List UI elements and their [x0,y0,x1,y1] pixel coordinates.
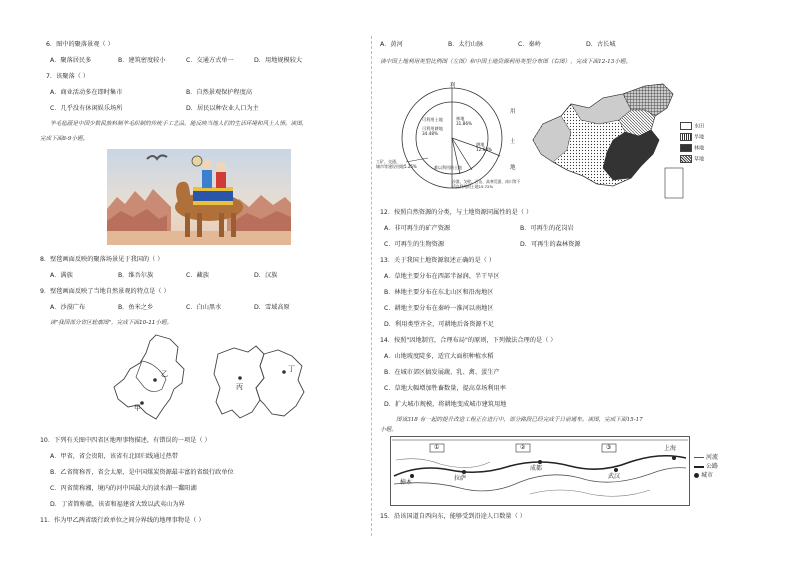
road-line-icon [694,466,704,468]
intro-15-17-line2: 小题。 [380,427,397,433]
land-use-pie-chart [376,80,524,200]
intro-15-17-line1: 图该318 有一起的提升改造工程正在进行中，部分路段已经完成于日前通车。读图，完成下面15-17 [396,417,643,423]
q10-option-a[interactable]: A．甲省，省会贵阳，该省有北回归线通过热带 [50,453,178,460]
q13-option-a[interactable]: A．草地主要分布在西部半湿润、半干旱区 [384,273,500,280]
intro-8-9-line2: 完成下面8-9小题。 [40,136,89,142]
city-chengdu: 成都 [530,465,543,472]
legend-city: 城市 [694,473,718,479]
q6-option-a[interactable]: A．聚落居民多 [50,57,92,64]
pie-label-available: 可利用土地 [422,117,443,122]
legend-grass: 草地 [680,155,704,163]
question-15-stem: 15．沿该国道自西向东，能够受到沿途人口数量（ ） [380,513,526,520]
q14-option-c[interactable]: C．草地大幅增加牲畜数量，提高草场利用率 [384,385,506,392]
city-wuhan: 武汉 [608,473,621,480]
province-outline-map-right [212,344,308,426]
q10-option-c[interactable]: C．丙省简称湘，境内的河中国最大的淡水湖一鄱阳湖 [50,485,197,492]
q8-option-b[interactable]: B．维吾尔族 [118,272,154,279]
map-label-ding: 丁 [288,365,295,373]
question-6-stem: 6．图中的聚落景观（ ） [46,41,114,48]
q12-option-a[interactable]: A．非可再生的矿产资源 [384,225,451,232]
q12-option-c[interactable]: C．可再生的生物资源 [384,241,445,248]
q9-option-a[interactable]: A．沙漠广布 [50,304,86,311]
dry-swatch-icon [680,133,692,141]
q11-option-a[interactable]: A．黄河 [380,41,403,48]
map-label-jia: 甲 [134,404,141,412]
q13-option-d[interactable]: D．利用类型齐全，可耕地后备资源不足 [384,321,494,328]
paddy-swatch-icon [680,122,692,130]
city-zhangmu: 樟木 [400,479,413,486]
intro-10-11: 读"我国部分省区轮廓图"，完成下面10-11小题。 [50,320,173,326]
q14-option-d[interactable]: D．扩大城市规模，将耕地变成城市建筑用地 [384,401,507,408]
q12-option-b[interactable]: B．可再生的花岗岩 [520,225,574,232]
intro-12-13: 读中国土地利用类型比例图（左图）和中国土地资源利用类型分布图（右图），完成下面12-13小题。 [380,59,632,65]
map-label-yi: 乙 [161,370,168,378]
pie-label-grass: 耕地 12.68% [476,142,492,153]
q14-option-a[interactable]: A．山地坡度陡多，适宜大面积种植水稻 [384,353,494,360]
grass-swatch-icon [680,155,692,163]
question-9-stem: 9．壁毯画面反映了当地自然景观的特点是（ ） [40,288,170,295]
legend-paddy: 水田 [680,122,704,130]
left-column [0,0,372,562]
q6-option-d[interactable]: D．用地规模较大 [254,57,303,64]
q11-option-c[interactable]: C．秦岭 [518,41,541,48]
q6-option-b[interactable]: B．建筑密度较小 [118,57,166,64]
q12-option-d[interactable]: D．可再生的森林资源 [520,241,581,248]
segment-marker-3: ③ [606,444,612,451]
q13-option-b[interactable]: B．林地主要分布在东北山区和沿海地区 [384,289,494,296]
felt-painting-camel-image [107,149,291,245]
pie-outer-label-4: 地 [510,165,516,171]
question-7-stem: 7．该聚落（ ） [46,73,90,80]
segment-marker-2: ② [520,444,526,451]
question-10-stem: 10．下列有关图中四省区地理事物描述，有错误的一项是（ ） [40,437,211,444]
segment-marker-1: ① [434,444,440,451]
pie-label-desert: 沙漠、戈壁、石山、高寒荒漠、冰川等不适宜利用的土地15.72% [452,179,521,189]
city-dot-icon [694,473,699,478]
question-12-stem: 12．按照自然资源的分类，与土地资源同属性的是（ ） [380,209,533,216]
q10-option-d[interactable]: D．丁省简称赣，该省和福建省大致以武夷山为界 [50,501,185,508]
question-13-stem: 13．关于我国土地资源叙述正确的是（ ） [380,257,496,264]
pie-label-construction: 工矿、交通、 城市等建设用地5.25% [376,159,417,169]
legend-forest: 林地 [680,144,704,152]
q11-option-b[interactable]: B．太行山脉 [448,41,484,48]
g318-route-map [390,436,690,506]
china-land-use-map [527,80,687,205]
q8-option-c[interactable]: C．藏族 [186,272,209,279]
q8-option-a[interactable]: A．满族 [50,272,73,279]
river-line-icon [694,457,704,458]
q6-option-c[interactable]: C．交通方式单一 [186,57,234,64]
map-label-bing: 丙 [236,383,243,391]
province-outline-map-left [112,333,198,421]
pie-outer-label-1: 利 [450,83,456,89]
q9-option-c[interactable]: C．白山黑水 [186,304,222,311]
pie-label-hard: 难以利用的土地 [434,165,462,170]
q8-option-d[interactable]: D．汉族 [254,272,278,279]
city-lasa: 拉萨 [454,475,467,482]
question-11-stem: 11．作为甲乙两省级行政单位之间分界线的地理事物是（ ） [40,517,205,524]
question-8-stem: 8．壁毯画面反映的聚落场景见于我国的（ ） [40,256,164,263]
question-14-stem: 14．按照"因地制宜，合理布局"的原则，下列做法合理的是（ ） [380,337,557,344]
china-map-legend [680,122,704,166]
city-shanghai: 上海 [664,445,677,452]
legend-dry: 旱地 [680,133,704,141]
forest-swatch-icon [680,144,692,152]
q7-option-c[interactable]: C．几乎没有休闲娱乐场所 [50,105,123,112]
pie-label-cultivated: 可利用耕地 34.48% [422,126,443,137]
q9-option-b[interactable]: B．鱼米之乡 [118,304,154,311]
q13-option-c[interactable]: C．耕地主要分布在秦岭一淮河以南地区 [384,305,494,312]
q10-option-b[interactable]: B．乙省简称晋，省会太原，是中国煤炭资源最丰富的省级行政单位 [50,469,234,476]
pie-outer-label-3: 土 [510,139,516,145]
pie-outer-label-2: 用 [510,109,516,115]
route-map-legend [694,455,718,482]
legend-river: 河流 [694,455,718,461]
pie-label-forest: 林地 31.86% [456,116,472,127]
intro-8-9-line1: 羊毛毡画是中国少数民族料制羊毛织制的传统手工艺品，能反映当地人们的生活环境和风土人情。读图， [50,121,308,127]
q14-option-b[interactable]: B．在城市郊区搞发展蔬、乳、禽、蛋生产 [384,369,500,376]
q9-option-d[interactable]: D．雪域高原 [254,304,290,311]
q11-option-d[interactable]: D．古长城 [586,41,616,48]
q7-option-b[interactable]: B．自然景观保护程度高 [186,89,253,96]
q7-option-a[interactable]: A．商业活动多在即时集市 [50,89,123,96]
legend-road: 公路 [694,464,718,470]
q7-option-d[interactable]: D．居民以种农业人口为主 [186,105,259,112]
